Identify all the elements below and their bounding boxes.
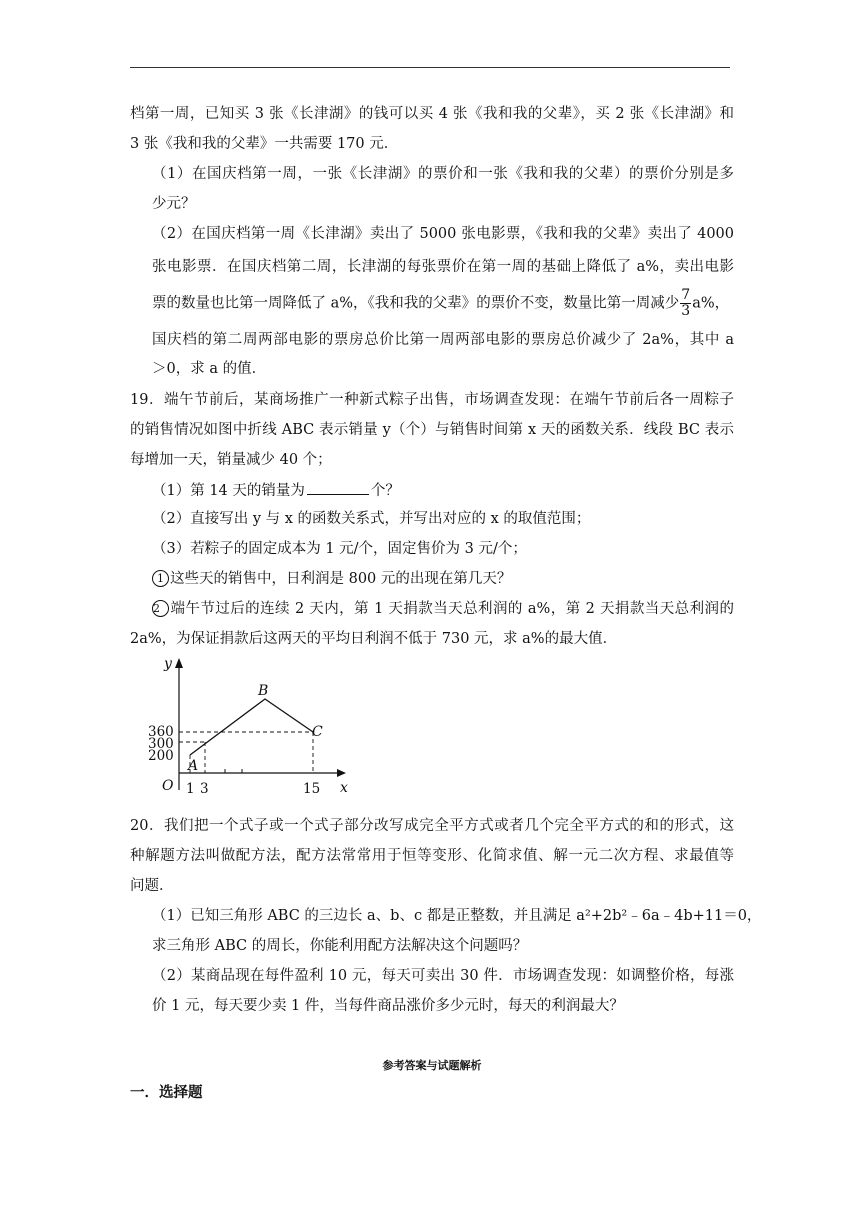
- point-a-label: A: [188, 758, 199, 774]
- origin-label: O: [162, 778, 174, 794]
- point-c-label: C: [312, 724, 323, 740]
- q20-part1-line-1: （1）已知三角形 ABC 的三边长 a、b、c 都是正整数，并且满足 a²+2b²﹣6a﹣4b+11＝0，: [152, 908, 762, 924]
- y-axis-label: y: [164, 656, 172, 672]
- q18-part1-line-2: 少元？: [152, 196, 196, 212]
- q19-line-3: 每增加一天，销量减少 40 个；: [130, 452, 332, 468]
- y-axis-arrow: [175, 658, 183, 668]
- q19-sub1-text: （1）第 14 天的销量为: [152, 483, 305, 499]
- q20-line-3: 问题．: [130, 878, 174, 894]
- x-tick-1: 1: [186, 781, 195, 797]
- x-axis-label: x: [340, 780, 348, 796]
- answers-title: 参考答案与试题解析: [382, 1059, 482, 1072]
- y-tick-200: 200: [148, 748, 174, 764]
- function-graph: [146, 648, 356, 804]
- q19-case2-text: 端午节过后的连续 2 天内，第 1 天捐款当天总利润的 a%，第 2 天捐款当天总利润的: [170, 601, 734, 617]
- q18-part2-line-3-text: 票的数量也比第一周降低了 a%，《我和我的父辈》的票价不变，数量比第一周减少: [152, 295, 680, 312]
- q19-case1: [152, 569, 734, 589]
- q19-sub2: （2）直接写出 y 与 x 的函数关系式，并写出对应的 x 的取值范围；: [152, 511, 591, 527]
- q20-line-2: 种解题方法叫做配方法，配方法常常用于恒等变形、化简求值、解一元二次方程、求最值等: [130, 848, 734, 864]
- q19-case1-text: 这些天的销售中，日利润是 800 元的出现在第几天？: [170, 571, 512, 587]
- q18-part2-line-5: ＞0，求 a 的值．: [152, 361, 267, 377]
- circled-number-1: 1: [152, 570, 169, 587]
- q18-intro-line-1: 档第一周，已知买 3 张《长津湖》的钱可以买 4 张《我和我的父辈》，买 2 张《长津湖》和: [130, 106, 734, 122]
- y-tick-360: 360: [148, 724, 174, 740]
- point-b-label: B: [258, 683, 269, 699]
- x-tick-15: 15: [303, 781, 321, 797]
- q18-part2-line-4: 国庆档的第二周两部电影的票房总价比第一周两部电影的票房总价减少了 2a%，其中 a: [152, 332, 734, 348]
- q18-part2-line-3-tail: a%，: [692, 295, 730, 312]
- q20-part2-line-2: 价 1 元，每天要少卖 1 件，当每件商品涨价多少元时，每天的利润最大？: [152, 998, 624, 1014]
- fraction-denominator: 3: [681, 303, 691, 319]
- x-tick-3: 3: [200, 781, 209, 797]
- q19-case2-line-2: 2a%，为保证捐款后这两天的平均日利润不低于 730 元，求 a%的最大值．: [130, 631, 618, 647]
- q19-line-1: 19．端午节前后，某商场推广一种新式粽子出售，市场调查发现：在端午节前后各一周粽子: [130, 392, 734, 408]
- header-rule: [130, 67, 730, 68]
- q19-sub3: （3）若粽子的固定成本为 1 元/个，固定售价为 3 元/个；: [152, 541, 527, 557]
- q18-part2-line-2: 张电影票．在国庆档第二周，长津湖的每张票价在第一周的基础上降低了 a%，卖出电影: [152, 259, 734, 275]
- section-title: 一．选择题: [130, 1085, 203, 1101]
- q19-case2-line-1: [152, 599, 734, 619]
- y-tick-300: 300: [148, 736, 174, 752]
- q19-line-2: 的销售情况如图中折线 ABC 表示销量 y（个）与销售时间第 x 天的函数关系．线段 BC 表示: [130, 422, 734, 438]
- q19-sub1: [152, 480, 734, 501]
- x-axis-arrow: [337, 769, 346, 777]
- answer-blank: [307, 480, 369, 495]
- fraction-numerator: 7: [681, 287, 691, 303]
- q18-part2-line-3: [152, 288, 734, 319]
- q18-intro-line-2: 3 张《我和我的父辈》一共需要 170 元．: [130, 136, 399, 152]
- q18-part2-line-1: （2）在国庆档第一周《长津湖》卖出了 5000 张电影票，《我和我的父辈》卖出了 4000: [152, 226, 734, 242]
- q18-part1-line-1: （1）在国庆档第一周，一张《长津湖》的票价和一张《我和我的父辈）的票价分别是多: [152, 166, 734, 182]
- q19-sub1-tail: 个？: [370, 483, 400, 499]
- fraction-7-3: [680, 288, 691, 319]
- polyline-abc: [190, 699, 313, 755]
- circled-number-2: 2: [152, 600, 169, 617]
- q20-part2-line-1: （2）某商品现在每件盈利 10 元，每天可卖出 30 件．市场调查发现：如调整价格，每涨: [152, 968, 734, 984]
- q20-part1-line-2: 求三角形 ABC 的周长，你能利用配方法解决这个问题吗？: [152, 938, 528, 954]
- q20-line-1: 20．我们把一个式子或一个式子部分改写成完全平方式或者几个完全平方式的和的形式，这: [130, 818, 734, 834]
